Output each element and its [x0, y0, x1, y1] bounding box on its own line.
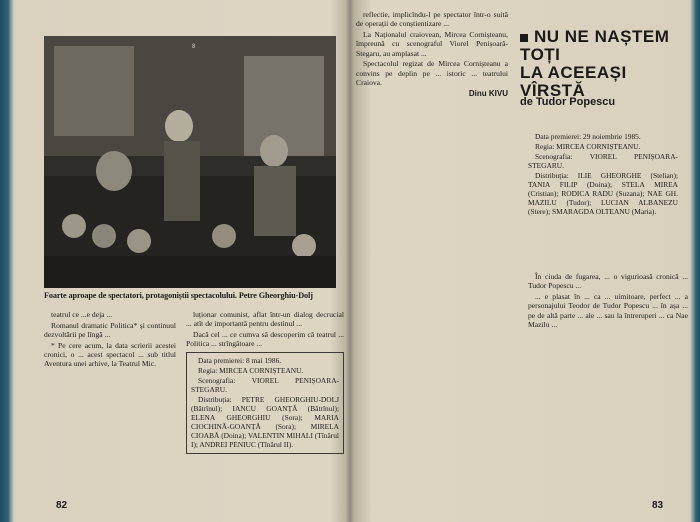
scenography-credit: Scenografia: VIOREL PENIȘOARA-STEGARU.	[528, 152, 678, 170]
scenography-credit: Scenografia: VIOREL PENIȘOARA-STEGARU.	[191, 375, 339, 394]
paragraph: teatrul ce ...e deja ...	[51, 310, 113, 319]
production-credits	[528, 132, 678, 216]
article-author: de Tudor Popescu	[520, 96, 616, 108]
paragraph: Spectacolul regizat de Mircea Cornișteanu a convins pe deplin pe ... istoric ... teatrului Craiova.	[356, 59, 508, 87]
stage-photo-image	[44, 36, 336, 288]
premiere-date: Data premierei: 29 noiembrie 1985.	[535, 132, 641, 141]
article-headline	[520, 28, 690, 100]
footnote: * Pe cere acum, la data scrierii acestei cronici, o ... acest spectacol ... sub titlul Aventura unei arhive, la Teatrul Mic.	[44, 340, 176, 369]
left-article-column-2	[186, 310, 344, 454]
cast-list: Distribuția: PETRE GHEORGHIU-DOLJ (Bătrînul); IANCU GOANȚĂ (Bătrînul); ELENA GHEORGHIU (Sora); MARIA CIOCHINĂ-GOANȚĂ (Sora); MIRELA CIOABĂ (Doina); VALENTIN MIHALI (Tînărul I); ANDREI PENIUC (Tînărul II).	[191, 394, 339, 449]
page-number: 83	[652, 500, 664, 511]
paragraph: Dacă cel ... ce cumva să descoperim că teatrul ... Politica ... strîngătoare ...	[186, 329, 344, 349]
paragraph: ... e plasat în ... ca ... uimitoare, perfect ... a personajului Teodor de Tudor Popescu ... în așa ... pe de altă parte ... ale ... sau la întreruperi ... ca Nae Mazilu ...	[528, 291, 688, 329]
paragraph: Romanul dramatic Politica* și continuul dezvoltării pe lîngă ...	[44, 320, 176, 339]
paragraph: reflectie, implicîndu-l pe spectator într-o suită de operații de conștientizare ...	[356, 10, 508, 29]
paragraph: luționar comunist, aflat într-un dialog decrucial ... atît de importantă pentru destinul ...	[186, 310, 344, 329]
photo-number: 8	[192, 44, 196, 50]
director-credit: Regia: MIRCEA CORNIȘTEANU.	[198, 365, 304, 375]
paragraph: În ciuda de fugarea, ... o vigurioasă cronică ... Tudor Popescu ...	[528, 272, 688, 291]
article-signature: Dinu KIVU	[468, 88, 508, 98]
photo-caption: Foarte aproape de spectatori, protagoniștii spectacolului. Petre Gheorghiu-Dolj	[44, 291, 313, 300]
director-credit: Regia: MIRCEA CORNIȘTEANU.	[535, 142, 641, 151]
right-credits-column	[528, 132, 678, 217]
stage-photo	[44, 36, 336, 288]
left-article-column-1	[44, 310, 176, 370]
headline-line: NU NE NAȘTEM	[520, 28, 690, 46]
left-page	[14, 8, 344, 513]
right-page	[356, 8, 692, 513]
production-credits	[186, 352, 344, 454]
bullet-icon	[520, 34, 528, 42]
headline-line: TOȚI	[520, 45, 561, 64]
right-article-column-1	[356, 10, 508, 98]
headline-line: LA ACEEAȘI VÎRSTĂ	[520, 63, 627, 100]
cast-list: Distribuția: ILIE GHEORGHE (Stelian); TANIA FILIP (Doina); STELA MIREA (Cristian); RODICA RADU (Suzana); NAE GH. MAZILU (Tudor); LUCIAN ALBANEZU (Stere); SMARAGDA OLTEANU (Maria).	[528, 171, 678, 216]
premiere-date: Data premierei: 8 mai 1986.	[198, 355, 282, 365]
right-article-column-2	[528, 272, 688, 331]
paragraph: La Naționalul craiovean, Mircea Cornișteanu, împreună cu scenograful Viorel Penișoară-Stegaru, au amplasat ...	[356, 29, 508, 58]
page-number: 82	[56, 500, 68, 511]
